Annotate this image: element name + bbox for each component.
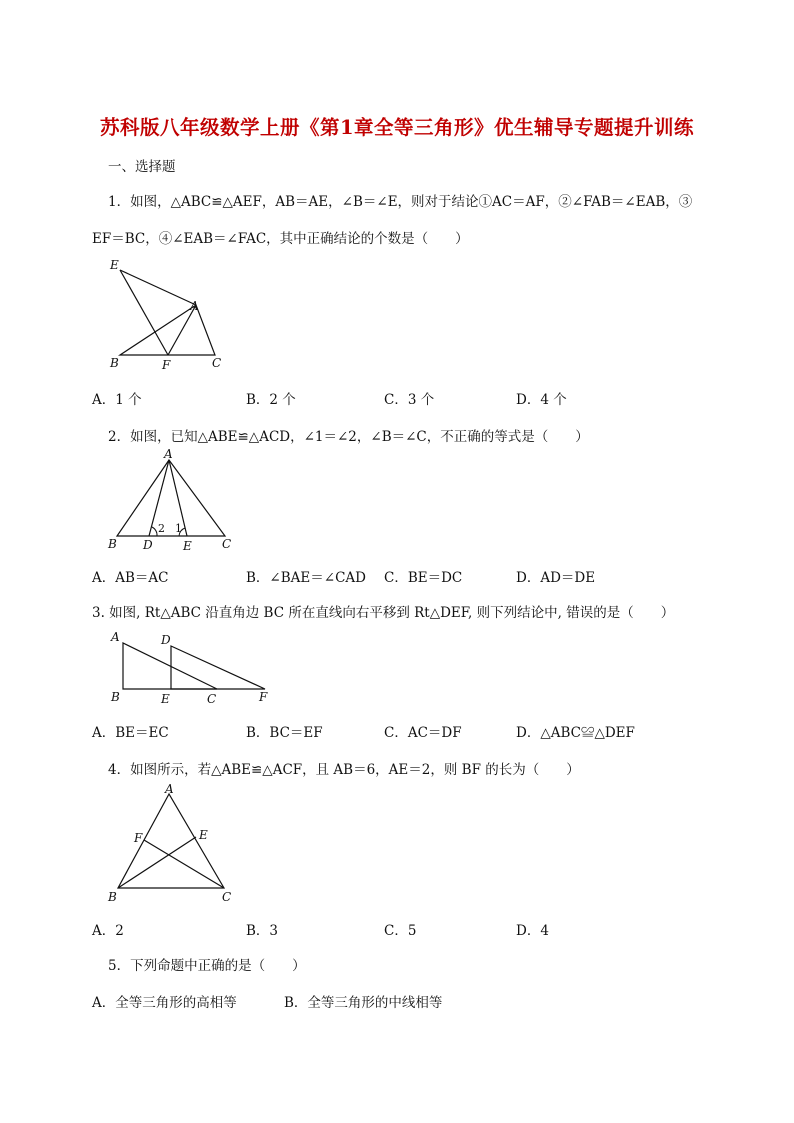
q3-option-b[interactable]: B．BC＝EF: [246, 725, 323, 741]
q1-label-f: F: [162, 358, 171, 372]
q4-option-b[interactable]: B．3: [246, 923, 279, 939]
q1-figure: [100, 255, 240, 375]
q1-segment-eb: [120, 270, 196, 305]
q3-triangle-def: [171, 646, 265, 689]
q4-option-c[interactable]: C．5: [384, 923, 417, 939]
q2-label-d: D: [143, 538, 153, 552]
q3-label-c: C: [207, 692, 217, 706]
q3-label-d: D: [161, 633, 171, 647]
q2-figure: [105, 448, 245, 553]
q1-option-d[interactable]: D．4 个: [516, 392, 567, 408]
q1-label-b: B: [110, 356, 119, 370]
q2-option-a[interactable]: A．AB＝AC: [92, 570, 169, 586]
q3-option-a[interactable]: A．BE＝EC: [92, 725, 169, 741]
q4-label-f: F: [134, 831, 143, 845]
q3-figure: [105, 627, 275, 709]
q3-label-a: A: [111, 630, 120, 644]
q4-segment-cf: [144, 840, 224, 888]
q2-label-angle-1: 1: [175, 522, 182, 535]
q2-triangle-abc: [117, 460, 225, 536]
q1-option-b[interactable]: B．2 个: [246, 392, 296, 408]
q2-angle-2-arc: [152, 527, 157, 536]
q4-text: 4．如图所示，若△ABE≌△ACF，且 AB＝6，AE＝2，则 BF 的长为（ ）: [108, 762, 580, 778]
q2-label-angle-2: 2: [158, 522, 165, 535]
q4-figure: [100, 782, 245, 908]
q3-label-b: B: [111, 690, 120, 704]
q3-triangle-abc: [123, 643, 217, 689]
q1-label-e: E: [110, 258, 119, 272]
q4-segment-be: [118, 837, 196, 888]
q1-option-a[interactable]: A．1 个: [92, 392, 142, 408]
q2-option-b[interactable]: B．∠BAE＝∠CAD: [246, 570, 366, 586]
q1-label-c: C: [212, 356, 222, 370]
q2-option-d[interactable]: D．AD＝DE: [516, 570, 596, 586]
q3-text: 3. 如图, Rt△ABC 沿直角边 BC 所在直线向右平移到 Rt△DEF, 则下列结论中, 错误的是（ ）: [92, 605, 675, 621]
q2-label-b: B: [108, 537, 117, 551]
q1-label-a: A: [190, 299, 199, 313]
q2-option-c[interactable]: C．BE＝DC: [384, 570, 463, 586]
q5-text: 5．下列命题中正确的是（ ）: [108, 958, 306, 974]
q3-label-f: F: [259, 690, 268, 704]
q1-text-line1: 1．如图，△ABC≌△AEF，AB＝AE，∠B＝∠E，则对于结论①AC＝AF，②∠FAB＝∠EAB，③: [108, 194, 693, 210]
q4-label-c: C: [222, 890, 232, 904]
q3-option-c[interactable]: C．AC＝DF: [384, 725, 462, 741]
section-heading: 一、选择题: [108, 159, 176, 175]
q3-label-e: E: [161, 692, 170, 706]
q1-text-line2: EF＝BC，④∠EAB＝∠FAC，其中正确结论的个数是（ ）: [92, 231, 469, 247]
q4-label-b: B: [108, 890, 117, 904]
q2-label-a: A: [164, 447, 173, 461]
q1-triangle-abc: [120, 305, 215, 355]
q4-option-d[interactable]: D．4: [516, 923, 549, 939]
q5-option-b[interactable]: B．全等三角形的中线相等: [284, 995, 443, 1011]
q4-option-a[interactable]: A．2: [92, 923, 124, 939]
q1-option-c[interactable]: C．3 个: [384, 392, 435, 408]
q2-text: 2．如图，已知△ABE≌△ACD，∠1＝∠2，∠B＝∠C，不正确的等式是（ ）: [108, 429, 589, 445]
q3-option-d[interactable]: D．△ABC≌△DEF: [516, 725, 635, 741]
q2-label-e: E: [183, 539, 192, 553]
q1-segment-ef: [120, 270, 168, 355]
q4-label-a: A: [165, 782, 174, 796]
q2-label-c: C: [222, 537, 232, 551]
q5-option-a[interactable]: A．全等三角形的高相等: [92, 995, 237, 1011]
page-title: 苏科版八年级数学上册《第1章全等三角形》优生辅导专题提升训练: [99, 116, 695, 139]
q4-label-e: E: [199, 828, 208, 842]
